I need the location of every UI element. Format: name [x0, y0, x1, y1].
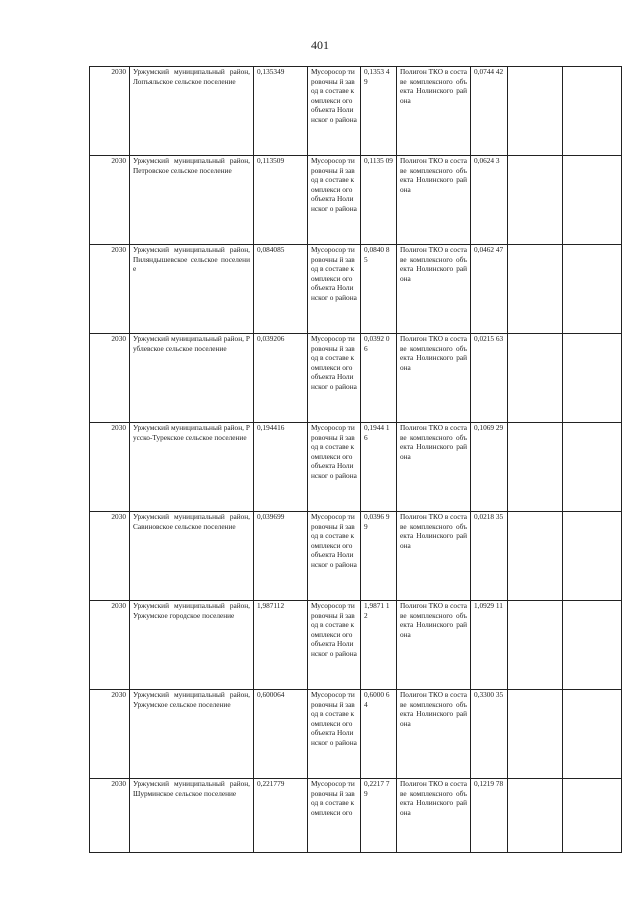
- landfill-volume-cell: 0,0744 42: [471, 67, 508, 156]
- volume-cell: 0,039699: [254, 512, 308, 601]
- table-row: [90, 245, 622, 334]
- volume-cell: 0,194416: [254, 423, 308, 512]
- table-row: [90, 67, 622, 156]
- sorting-volume-cell: 0,6000 64: [361, 690, 397, 779]
- sorting-volume-cell: 0,1944 16: [361, 423, 397, 512]
- year-cell: 2030: [90, 245, 130, 334]
- year-cell: 2030: [90, 423, 130, 512]
- landfill-volume-cell: 0,0215 63: [471, 334, 508, 423]
- landfill-volume-cell: 0,1219 78: [471, 779, 508, 853]
- volume-cell: 0,135349: [254, 67, 308, 156]
- landfill-facility-cell: Полигон ТКО в составе комплексного объекта Нолинского района: [397, 690, 471, 779]
- empty-cell: [508, 245, 563, 334]
- empty-cell: [508, 423, 563, 512]
- municipality-cell: Уржумский муниципальный район, Пиляндышевское сельское поселение: [130, 245, 254, 334]
- sorting-volume-cell: 0,0396 99: [361, 512, 397, 601]
- sorting-volume-cell: 0,2217 79: [361, 779, 397, 853]
- sorting-volume-cell: 0,1135 09: [361, 156, 397, 245]
- landfill-volume-cell: 0,0218 35: [471, 512, 508, 601]
- sorting-facility-cell: Мусоросор тировочны й завод в составе комплекси ого объекта Нолинског о района: [308, 601, 361, 690]
- empty-cell: [563, 423, 622, 512]
- empty-cell: [508, 156, 563, 245]
- year-cell: 2030: [90, 512, 130, 601]
- landfill-facility-cell: Полигон ТКО в составе комплексного объекта Нолинского района: [397, 423, 471, 512]
- year-cell: 2030: [90, 67, 130, 156]
- empty-cell: [563, 601, 622, 690]
- table-body: [90, 67, 622, 853]
- municipality-cell: Уржумский муниципальный район, Петровское сельское поселение: [130, 156, 254, 245]
- empty-cell: [563, 156, 622, 245]
- landfill-volume-cell: 0,3300 35: [471, 690, 508, 779]
- page-number: 401: [311, 38, 329, 52]
- volume-cell: 0,084085: [254, 245, 308, 334]
- municipality-cell: Уржумский муниципальный район, Уржумское городское поселение: [130, 601, 254, 690]
- landfill-facility-cell: Полигон ТКО в составе комплексного объекта Нолинского района: [397, 245, 471, 334]
- empty-cell: [508, 334, 563, 423]
- empty-cell: [563, 690, 622, 779]
- landfill-facility-cell: Полигон ТКО в составе комплексного объекта Нолинского района: [397, 601, 471, 690]
- table-row: [90, 690, 622, 779]
- empty-cell: [563, 779, 622, 853]
- table-row: [90, 601, 622, 690]
- sorting-facility-cell: Мусоросор тировочны й завод в составе комплекси ого объекта Нолинског о района: [308, 423, 361, 512]
- municipality-cell: Уржумский муниципальный район, Рублевское сельское поселение: [130, 334, 254, 423]
- volume-cell: 0,039206: [254, 334, 308, 423]
- sorting-facility-cell: Мусоросор тировочны й завод в составе комплекси ого: [308, 779, 361, 853]
- year-cell: 2030: [90, 334, 130, 423]
- table-row: [90, 423, 622, 512]
- sorting-facility-cell: Мусоросор тировочны й завод в составе комплекси ого объекта Нолинског о района: [308, 245, 361, 334]
- sorting-volume-cell: 1,9871 12: [361, 601, 397, 690]
- empty-cell: [508, 690, 563, 779]
- data-table: [89, 66, 622, 853]
- table-row: [90, 334, 622, 423]
- table-row: [90, 512, 622, 601]
- empty-cell: [563, 245, 622, 334]
- empty-cell: [508, 512, 563, 601]
- sorting-volume-cell: 0,0392 06: [361, 334, 397, 423]
- municipality-cell: Уржумский муниципальный район, Лопъяльское сельское поселение: [130, 67, 254, 156]
- sorting-facility-cell: Мусоросор тировочны й завод в составе комплекси ого объекта Нолинског о района: [308, 334, 361, 423]
- landfill-volume-cell: 0,0624 3: [471, 156, 508, 245]
- empty-cell: [563, 67, 622, 156]
- sorting-facility-cell: Мусоросор тировочны й завод в составе комплекси ого объекта Нолинског о района: [308, 156, 361, 245]
- sorting-facility-cell: Мусоросор тировочны й завод в составе комплекси ого объекта Нолинског о района: [308, 67, 361, 156]
- landfill-volume-cell: 1,0929 11: [471, 601, 508, 690]
- volume-cell: 0,221779: [254, 779, 308, 853]
- year-cell: 2030: [90, 779, 130, 853]
- municipality-cell: Уржумский муниципальный район, Савиновское сельское поселение: [130, 512, 254, 601]
- year-cell: 2030: [90, 690, 130, 779]
- landfill-volume-cell: 0,1069 29: [471, 423, 508, 512]
- volume-cell: 0,113509: [254, 156, 308, 245]
- empty-cell: [508, 779, 563, 853]
- volume-cell: 0,600064: [254, 690, 308, 779]
- empty-cell: [563, 334, 622, 423]
- table-row: [90, 779, 622, 853]
- sorting-volume-cell: 0,1353 49: [361, 67, 397, 156]
- landfill-facility-cell: Полигон ТКО в составе комплексного объекта Нолинского района: [397, 334, 471, 423]
- year-cell: 2030: [90, 601, 130, 690]
- volume-cell: 1,987112: [254, 601, 308, 690]
- empty-cell: [508, 601, 563, 690]
- year-cell: 2030: [90, 156, 130, 245]
- table-row: [90, 156, 622, 245]
- empty-cell: [563, 512, 622, 601]
- landfill-facility-cell: Полигон ТКО в составе комплексного объекта Нолинского района: [397, 67, 471, 156]
- landfill-facility-cell: Полигон ТКО в составе комплексного объекта Нолинского района: [397, 779, 471, 853]
- sorting-facility-cell: Мусоросор тировочны й завод в составе комплекси ого объекта Нолинског о района: [308, 512, 361, 601]
- landfill-facility-cell: Полигон ТКО в составе комплексного объекта Нолинского района: [397, 512, 471, 601]
- municipality-cell: Уржумский муниципальный район, Уржумское сельское поселение: [130, 690, 254, 779]
- empty-cell: [508, 67, 563, 156]
- sorting-volume-cell: 0,0840 85: [361, 245, 397, 334]
- sorting-facility-cell: Мусоросор тировочны й завод в составе комплекси ого объекта Нолинског о района: [308, 690, 361, 779]
- municipality-cell: Уржумский муниципальный район, Русско-Турекское сельское поселение: [130, 423, 254, 512]
- municipality-cell: Уржумский муниципальный район, Шурминское сельское поселение: [130, 779, 254, 853]
- landfill-facility-cell: Полигон ТКО в составе комплексного объекта Нолинского района: [397, 156, 471, 245]
- landfill-volume-cell: 0,0462 47: [471, 245, 508, 334]
